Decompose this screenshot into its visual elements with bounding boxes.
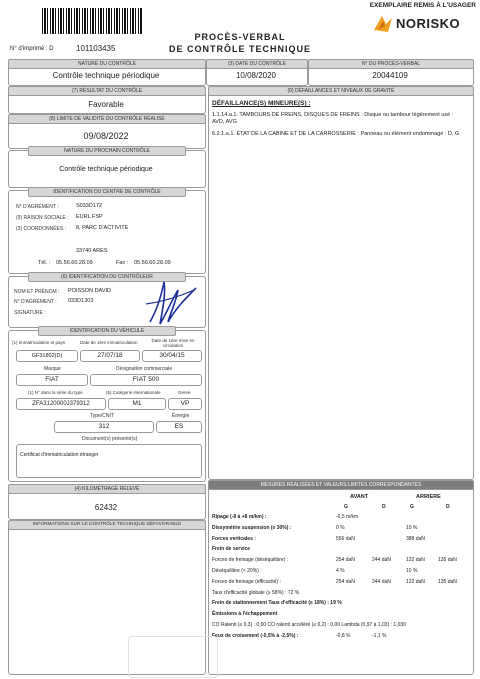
km-value: 62432 (94, 503, 118, 512)
nature-header: NATURE DU CONTRÔLE (8, 59, 206, 69)
measure-row-value: 556 daN (336, 535, 355, 542)
immat-value: GF31802(D) (16, 350, 78, 362)
measure-row-value: 0 % (336, 524, 345, 531)
date-value: 10/08/2020 (235, 71, 277, 80)
centre-city: 33740 ARES (76, 248, 108, 254)
designation-label: Désignation commerciale (116, 366, 173, 372)
documents-value: Certificat d'immatriculation étranger (20, 452, 99, 458)
signature-image (140, 278, 200, 328)
measure-row-value: 10 % (406, 524, 418, 531)
centre-address: 8, PARC D'ACTIVITE (76, 225, 129, 231)
measures-header: MESURES RÉALISÉES ET VALEURS LIMITES CORRESPONDANTES (208, 480, 474, 490)
result-value: Favorable (88, 100, 124, 109)
infos-header: INFORMATIONS SUR LE CONTRÔLE TECHNIQUE DÉFAVORABLE (8, 520, 206, 530)
marque-label: Marque (44, 366, 61, 372)
measure-row-value: 122 daN (406, 578, 425, 585)
controleur-nom-label: NOM ET PRÉNOM : (14, 289, 60, 295)
measure-row-value: 135 daN (438, 557, 457, 564)
result-header: (7) RÉSULTAT DU CONTRÔLE (8, 86, 206, 96)
measures-arriere: ARRIERE (416, 494, 441, 500)
defects-header: (6) DÉFAILLANCES ET NIVEAUX DE GRAVITÉ (208, 86, 474, 96)
centre-raison: EURL FSP (76, 214, 103, 220)
controleur-signature-label: SIGNATURE : (14, 310, 46, 316)
vin-label: (1) N° dans la série du type (28, 390, 83, 395)
measure-row-label: Déséquilibre (< 20%) : (212, 568, 262, 574)
centre-header: IDENTIFICATION DU CENTRE DE CONTRÔLE (28, 187, 186, 197)
measure-row-label: Feux de croisement (-0,5% à -2,5%) : (212, 632, 299, 639)
first-immat-value: 27/07/18 (80, 350, 140, 362)
genre-value: VP (168, 398, 202, 410)
energie-value: ES (156, 421, 202, 433)
categorie-label: (5) Catégorie internationale (106, 390, 161, 395)
designation-value: FIAT 500 (90, 374, 202, 386)
measures-avant-g: G (344, 504, 348, 510)
next-control-value: Contrôle technique périodique (59, 166, 153, 173)
measure-row-value: 244 daN (372, 578, 391, 585)
centre-agrement: S033D172 (76, 203, 102, 209)
copy-label: EXEMPLAIRE REMIS À L'USAGER (369, 2, 476, 9)
measure-row-label: Taux d'efficacité globale (≥ 58%) : 72 % (212, 589, 300, 596)
centre-fax: 05.56.60.28.09 (134, 260, 171, 266)
centre-tel: 05.56.60.28.09 (56, 260, 93, 266)
measure-row-label: Ripage (-8 à +8 m/km) : (212, 514, 267, 520)
measures-arriere-d: D (446, 504, 450, 510)
km-header: (4) KILOMÉTRAGE RELEVÉ (8, 484, 206, 494)
next-control-header: NATURE DU PROCHAIN CONTRÔLE (28, 146, 186, 156)
controleur-agrement-label: N° D'AGRÉMENT : (14, 299, 57, 305)
measure-row-value: 254 daN (336, 578, 355, 585)
barcode (42, 8, 142, 34)
measure-row-value: 388 daN (406, 535, 425, 542)
measure-row-value: -0,5 m/km (336, 514, 359, 520)
measure-row-value: 135 daN (438, 578, 457, 585)
date-service-label: Date de 1ère mise en circulation (151, 338, 195, 348)
documents-label: Document(s) présenté(s) (82, 436, 138, 442)
measure-row-value: 10 % (406, 568, 418, 574)
measure-row-label: Dissymétrie suspension (≤ 30%) : (212, 524, 292, 531)
categorie-value: M1 (108, 398, 166, 410)
centre-agrement-label: N° D'AGRÉMENT : (16, 204, 59, 210)
card-outline (128, 636, 218, 678)
measure-row-value: -0,8 % (336, 632, 351, 639)
measure-row-label: Frein de service (212, 546, 251, 553)
measure-row-label: Émissions à l'échappement (212, 611, 278, 618)
measure-row-label: Forces verticales : (212, 535, 256, 542)
pv-header: N° DU PROCÈS-VERBAL (308, 59, 474, 69)
date-service-value: 30/04/15 (142, 350, 202, 362)
vehicle-header: IDENTIFICATION DU VÉHICULE (38, 326, 176, 336)
measure-row-label: Forces de freinage (efficacité) : (212, 578, 281, 585)
measures-avant: AVANT (350, 494, 369, 500)
measure-row-label: Frein de stationnement Taux d'efficacité (≥ 18%) : 19 % (212, 600, 342, 607)
centre-tel-label: Tél. : (38, 260, 51, 266)
first-immat-label: Date de 1ère immatriculation (80, 340, 138, 345)
measure-row-value: 4 % (336, 568, 345, 574)
measure-row-value: 254 daN (336, 557, 355, 564)
defects-box (208, 88, 474, 480)
controleur-header: (6) IDENTIFICATION DU CONTRÔLEUR (28, 272, 186, 282)
title-line1: PROCÈS-VERBAL (194, 32, 286, 42)
defect-item-1: 1.1.14.a.1. TAMBOURS DE FREINS, DISQUES DE FREINS : Disque ou tambour légèrement usé : AVD, AVG (212, 112, 454, 125)
type-value: 312 (54, 421, 154, 433)
documents-box (16, 444, 202, 478)
centre-raison-label: (9) RAISON SOCIALE : (16, 215, 69, 221)
centre-coord-label: (3) COORDONNÉES : (16, 226, 67, 232)
type-label: Type/CNIT (90, 413, 114, 419)
validity-value: 09/08/2022 (83, 131, 129, 141)
defect-item-2: 6.2.1.a.1. ÉTAT DE LA CABINE ET DE LA CARROSSERIE : Panneau ou élément endommagé : D, G (212, 131, 460, 137)
controleur-agrement: 033D1303 (68, 298, 94, 304)
measures-arriere-g: G (410, 504, 414, 510)
marque-value: FIAT (16, 374, 88, 386)
controleur-nom: POISSON DAVID (68, 288, 111, 294)
vin-value: ZFA3120000J379312 (16, 398, 106, 410)
immat-label: (1) Immatriculation et pays (12, 340, 66, 345)
print-number-label: N° d'imprimé : D (10, 46, 54, 52)
title-line2: DE CONTRÔLE TECHNIQUE (168, 44, 311, 54)
defects-section-title: DÉFAILLANCE(S) MINEURE(S) : (212, 100, 311, 107)
measure-row-label: Forces de freinage (déséquilibre) : (212, 557, 289, 564)
measure-row-value: 122 daN (406, 557, 425, 564)
brand-name: NORISKO (396, 16, 461, 31)
brand-logo (372, 14, 478, 34)
genre-label: Genre (178, 390, 191, 395)
validity-header: (8) LIMITE DE VALIDITÉ DU CONTRÔLE RÉALISÉ (8, 114, 206, 124)
measure-row-value: 244 daN (372, 557, 391, 564)
measure-row-label: CO Ralenti (≤ 0,3) : 0,00 CO ralenti accéléré (≤ 0,2) : 0,00 Lambda (0,97 à 1,03) : 1,030 (212, 622, 406, 628)
centre-fax-label: Fax : (116, 260, 129, 266)
measure-row-value: -1,1 % (372, 632, 387, 639)
print-number: 101103435 (76, 44, 116, 53)
energie-label: Énergie (172, 413, 190, 419)
brand-logo-icon (372, 14, 394, 34)
date-header: (3) DATE DU CONTRÔLE (206, 59, 308, 69)
pv-value: 20044109 (372, 71, 408, 80)
measures-avant-d: D (382, 504, 386, 510)
nature-value: Contrôle technique périodique (52, 71, 160, 80)
